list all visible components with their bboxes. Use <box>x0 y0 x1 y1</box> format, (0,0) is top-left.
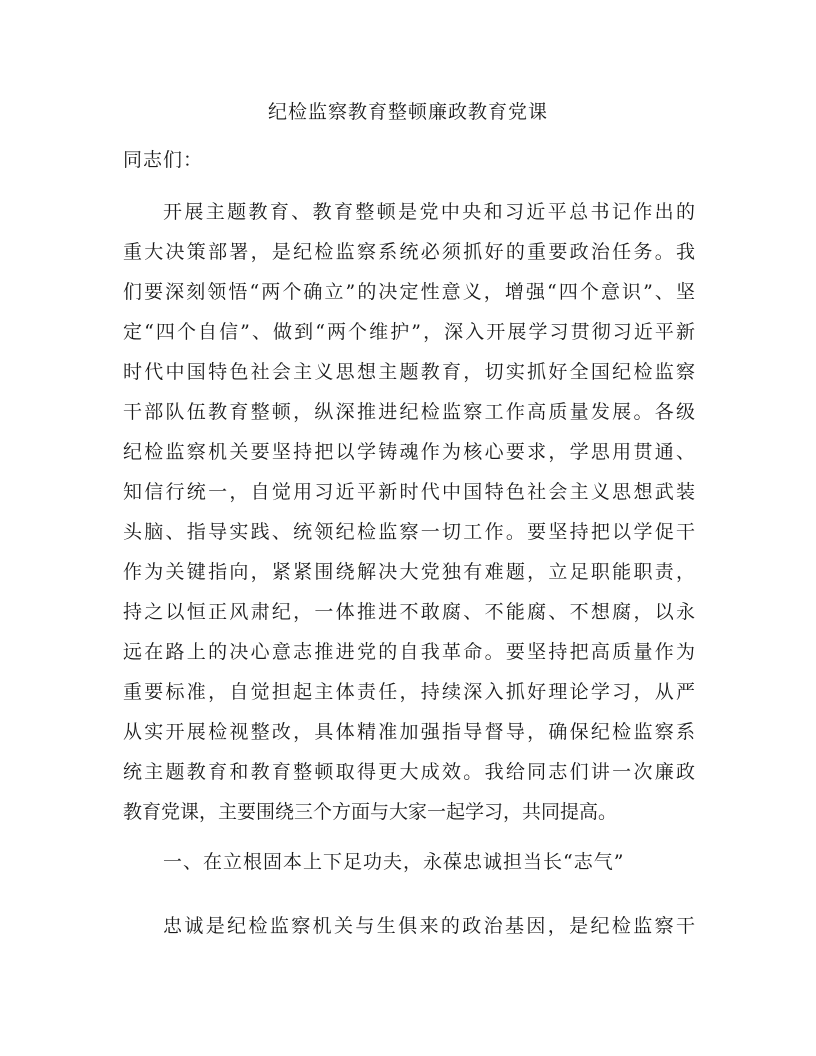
paragraph-line: 头脑、指导实践、统领纪检监察一切工作。要坚持把以学促干 <box>123 521 695 543</box>
paragraph-line: 从实开展检视整改，具体精准加强指导督导，确保纪检监察系 <box>123 721 695 743</box>
paragraph-line: 统主题教育和教育整顿取得更大成效。我给同志们讲一次廉政 <box>123 761 695 783</box>
paragraph-line: 定“四个自信”、做到“两个维护”，深入开展学习贯彻习近平新 <box>123 321 695 343</box>
paragraph-line: 干部队伍教育整顿，纵深推进纪检监察工作高质量发展。各级 <box>123 401 695 423</box>
paragraph-2 <box>123 906 695 946</box>
paragraph-line: 纪检监察机关要坚持把以学铸魂作为核心要求，学思用贯通、 <box>123 441 695 463</box>
paragraph-line: 时代中国特色社会主义思想主题教育，切实抓好全国纪检监察 <box>123 361 695 383</box>
paragraph-1 <box>123 192 695 832</box>
paragraph-line: 重要标准，自觉担起主体责任，持续深入抓好理论学习，从严 <box>123 681 695 703</box>
document-title: 纪检监察教育整顿廉政教育党课 <box>267 101 548 123</box>
paragraph-line: 们要深刻领悟“两个确立”的决定性意义，增强“四个意识”、坚 <box>123 281 695 303</box>
salutation: 同志们： <box>123 149 204 171</box>
paragraph-line: 重大决策部署，是纪检监察系统必须抓好的重要政治任务。我 <box>123 241 695 263</box>
paragraph-line: 作为关键指向，紧紧围绕解决大党独有难题，立足职能职责， <box>123 561 695 583</box>
paragraph-line: 知信行统一，自觉用习近平新时代中国特色社会主义思想武装 <box>123 481 695 503</box>
paragraph-line: 教育党课，主要围绕三个方面与大家一起学习，共同提高。 <box>123 801 618 823</box>
paragraph-line: 远在路上的决心意志推进党的自我革命。要坚持把高质量作为 <box>123 641 695 663</box>
paragraph-line: 开展主题教育、教育整顿是党中央和习近平总书记作出的 <box>163 201 695 223</box>
paragraph-line: 持之以恒正风肃纪，一体推进不敢腐、不能腐、不想腐，以永 <box>123 601 695 623</box>
paragraph-line: 忠诚是纪检监察机关与生俱来的政治基因，是纪检监察干 <box>163 915 695 937</box>
section-heading-1: 一、在立根固本上下足功夫，永葆忠诚担当长“志气” <box>163 851 625 873</box>
